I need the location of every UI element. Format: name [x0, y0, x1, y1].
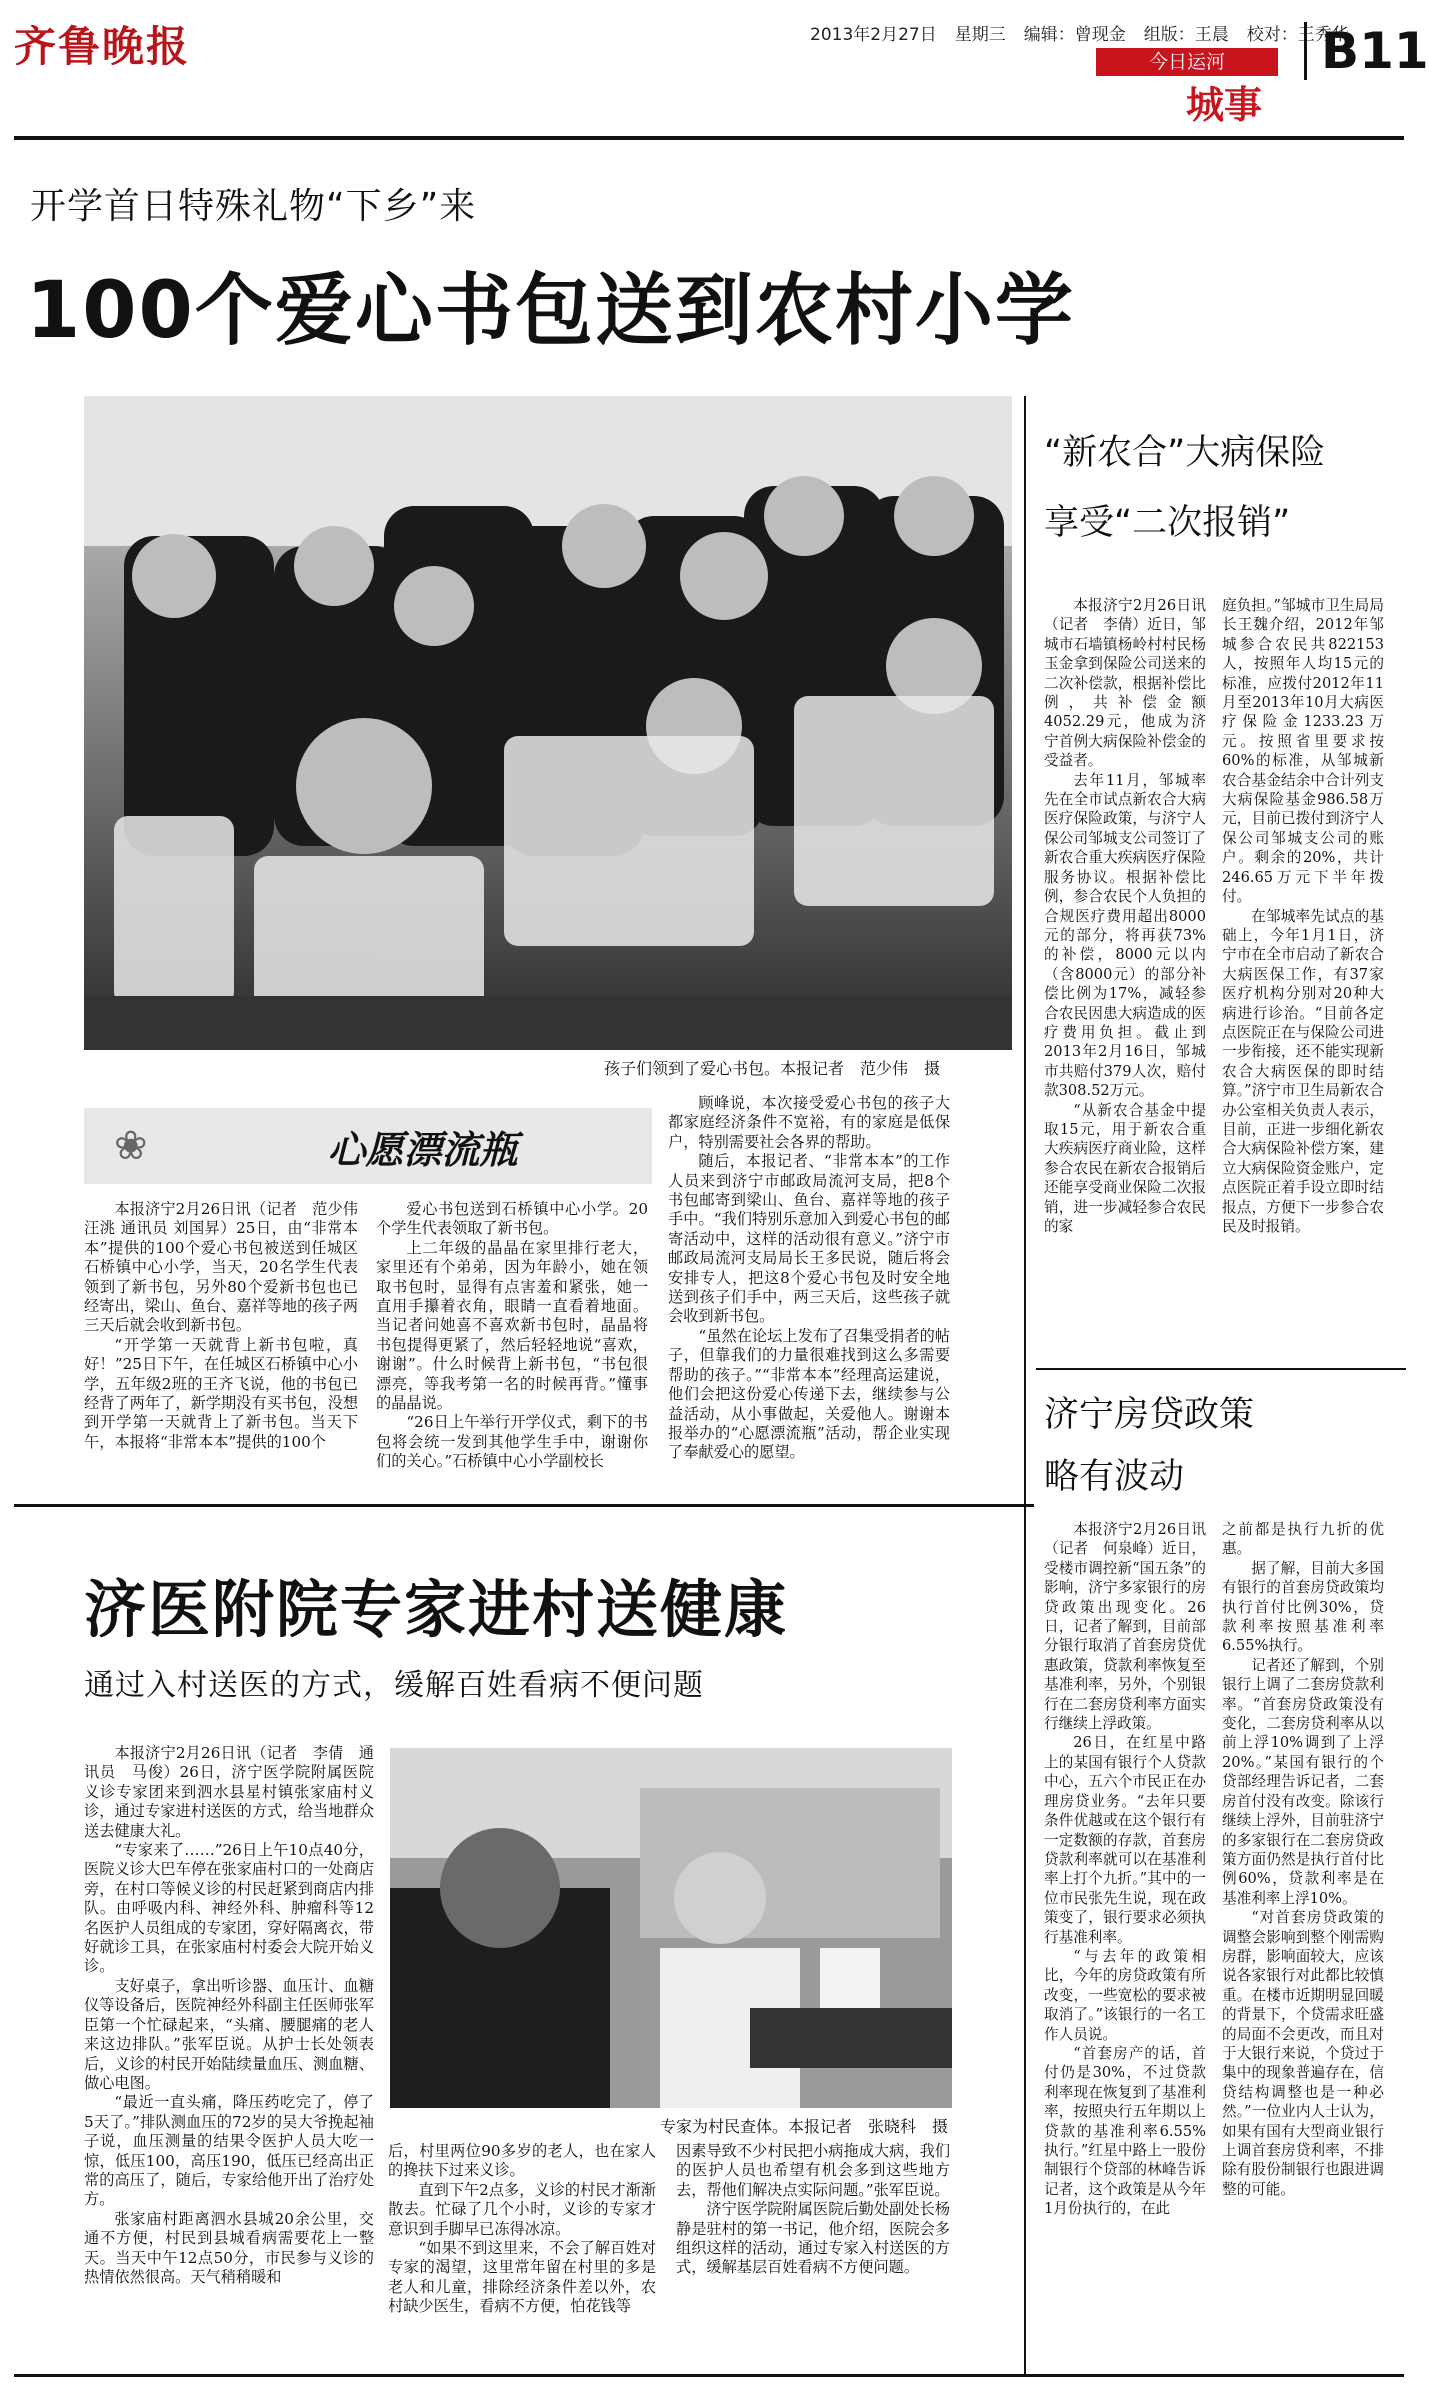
banner-ornament-icon: ❀ [114, 1123, 148, 1169]
story1-c3-p3: “虽然在论坛上发布了召集受捐者的帖子，但靠我们的力量很难找到这么多需要帮助的孩子。”“非常本本”经理高运建说，他们会把这份爱心传递下去，继续参与公益活动，从小事做起，关爱他人。谢谢本报举办的“心愿漂流瓶”活动，帮企业实现了奉献爱心的愿望。 [668, 1326, 950, 1462]
story1-kicker: 开学首日特殊礼物“下乡”来 [30, 186, 477, 227]
story1-c1-p2: “开学第一天就背上新书包啦，真好！”25日下午，在任城区石桥镇中心小学，五年级2班的王齐飞说，他的书包已经背了两年了，新学期没有买书包，没想到开学第一天就背上了新书包。当天下午，本报将“非常本本”提供的100个 [84, 1335, 358, 1451]
side1-column-2 [1222, 596, 1384, 1356]
story2-c2-p3: “如果不到这里来，不会了解百姓对专家的渴望，这里常年留在村里的多是老人和儿童，排除经济条件差以外，农村缺少医生，看病不方便，怕花钱等 [388, 2239, 656, 2316]
story1-photo-caption: 孩子们领到了爱心书包。本报记者 范少伟 摄 [604, 1059, 941, 1078]
page-meta [810, 20, 1349, 45]
story2-c1-p5: 张家庙村距离泗水县城20余公里，交通不方便，村民到县城看病需要花上一整天。当天中午12点50分，市民参与义诊的热情依然很高。天气稍稍暖和 [84, 2209, 374, 2286]
story1-c3-p1: 顾峰说，本次接受爱心书包的孩子大都家庭经济条件不宽裕，有的家庭是低保户，特别需要社会各界的帮助。 [668, 1094, 950, 1151]
sidebar-story-divider [1036, 1368, 1406, 1370]
side2-c1-p3: “与去年的政策相比，今年的房贷政策有所改变，一些宽松的要求被取消了。”该银行的一名工作人员说。 [1044, 1947, 1206, 2043]
side2-headline-line1: 济宁房贷政策 [1044, 1395, 1255, 1435]
side1-c2-p2: 在邹城率先试点的基础上，今年1月1日，济宁市在全市启动了新农合大病医保工作，有37家医疗机构分别对20种大病进行诊治。“目前各定点医院正在与保险公司进一步衔接，还不能实现新农合大病医保的即时结算。”济宁市卫生局新农合办公室相关负责人表示，目前，正进一步细化新农合大病保险补偿方案，建立大病保险资金账户，定点医院正着手设立即时结报点，方便下一步参合农民及时报销。 [1222, 907, 1384, 1235]
side1-headline [1044, 422, 1325, 554]
doctor-examining-villager-image [390, 1748, 952, 2108]
story2-c3-p2: 济宁医学院附属医院后勤处副处长杨静是驻村的第一书记，他介绍，医院会多组织这样的活动，通过专家入村送医的方式，缓解基层百姓看病不方便问题。 [676, 2200, 950, 2277]
editor-credit: 编辑：曾现金 [1023, 25, 1126, 45]
story1-headline: 100个爱心书包送到农村小学 [26, 266, 1075, 356]
side2-c1-p1: 本报济宁2月26日讯（记者 何泉峰）近日，受楼市调控新“国五条”的影响，济宁多家银行的房贷政策出现变化。26日，记者了解到，目前部分银行取消了首套房贷优惠政策，贷款利率恢复至基准利率，另外，个别银行在二套房贷利率方面实行继续上浮政策。 [1044, 1521, 1206, 1733]
story1-column-1 [84, 1200, 358, 1490]
story2-c1-p2: “专家来了……”26日上午10点40分，医院义诊大巴车停在张家庙村口的一处商店旁，在村口等候义诊的村民赶紧到商店内排队。由呼吸内科、神经外科、肿瘤科等12名医护人员组成的专家团，穿好隔离衣，带好就诊工具，在张家庙村村委会大院开始义诊。 [84, 1841, 374, 1976]
children-with-backpacks-image [84, 396, 1012, 1050]
side2-c2-p2: 据了解，目前大多国有银行的首套房贷政策均执行首付比例30%，贷款利率按照基准利率6.55%执行。 [1222, 1559, 1384, 1655]
proof-credit: 校对：王秀华 [1246, 25, 1349, 45]
story2-c2-p1: 后，村里两位90多岁的老人，也在家人的搀扶下过来义诊。 [388, 2142, 656, 2180]
side1-column-1 [1044, 596, 1206, 1356]
story2-photo [390, 1748, 952, 2108]
footer-rule [14, 2374, 1404, 2377]
story2-subhead: 通过入村送医的方式，缓解百姓看病不便问题 [84, 1668, 704, 1703]
side2-headline-line2: 略有波动 [1044, 1457, 1185, 1497]
designer-credit: 组版：王晨 [1143, 25, 1229, 45]
wish-bottle-banner [84, 1108, 652, 1184]
issue-date: 2013年2月27日 [810, 25, 937, 45]
page-number: B11 [1304, 22, 1429, 80]
side1-c1-p2: 去年11月，邹城率先在全市试点新农合大病医疗保险政策，与济宁人保公司邹城支公司签订了新农合重大疾病医疗保险服务协议。根据补偿比例，参合农民个人负担的合规医疗费用超出8000元的部分，将再获73%的补偿，8000元以内（含8000元）的部分补偿比例为17%，减轻参合农民因患大病造成的医疗费用负担。截止到2013年2月16日，邹城市共赔付379人次，赔付款308.52万元。 [1044, 771, 1206, 1100]
story1-c1-p1: 本报济宁2月26日讯（记者 范少伟 汪洮 通讯员 刘国昇）25日，由“非常本本”提供的100个爱心书包被送到任城区石桥镇中心小学，当天，20名学生代表领到了新书包，另外80个爱新书包也已经寄出，梁山、鱼台、嘉祥等地的孩子两三天后就会收到新书包。 [84, 1200, 358, 1335]
side1-c1-p3: “从新农合基金中提取15元，用于新农合重大疾病医疗商业险，这样参合农民在新农合报销后还能享受商业保险二次报销，进一步减轻参合农民的家 [1044, 1101, 1206, 1235]
header-rule [14, 136, 1404, 140]
story2-column-1 [84, 1744, 374, 2368]
sidebar-divider [1024, 396, 1026, 2376]
side1-c1-p1: 本报济宁2月26日讯（记者 李倩）近日，邹城市石墙镇杨岭村村民杨玉金拿到保险公司送来的二次补偿款，根据补偿比例，共补偿金额4052.29元，他成为济宁首例大病保险补偿金的受益者。 [1044, 597, 1206, 770]
story2-c1-p1: 本报济宁2月26日讯（记者 李倩 通讯员 马俊）26日，济宁医学院附属医院义诊专家团来到泗水县星村镇张家庙村义诊，通过专家进村送医的方式，给当地群众送去健康大礼。 [84, 1744, 374, 1840]
side2-c2-p4: “对首套房贷政策的调整会影响到整个刚需购房群，影响面较大，应该说各家银行对此都比较慎重。在楼市近期明显回暖的背景下，个贷需求旺盛的局面不会更改，而且对于大银行来说，个贷过于集中的现象普遍存在，信贷结构调整也是一种必然。”一位业内人士认为，如果有国有大型商业银行上调首套房贷利率，不排除有股份制银行也跟进调整的可能。 [1222, 1909, 1384, 2198]
story2-c1-p3: 支好桌子，拿出听诊器、血压计、血糖仪等设备后，医院神经外科副主任医师张军臣第一个忙碌起来，“头痛、腰腿痛的老人来这边排队。”张军臣说。从护士长处领表后，义诊的村民开始陆续量血压、测血糖、做心电图。 [84, 1976, 374, 2092]
side2-c1-p2: 26日，在红星中路上的某国有银行个人贷款中心，五六个市民正在办理房贷业务。“去年只要条件优越或在这个银行有一定数额的存款，首套房贷款利率就可以在基准利率上打个九折。”其中的一位市民张先生说，现在政策变了，银行要求必须执行基准利率。 [1044, 1734, 1206, 1946]
column-badge: 今日运河 [1096, 48, 1278, 76]
issue-weekday: 星期三 [954, 25, 1006, 45]
story1-column-3 [668, 1094, 950, 1490]
section-title: 城事 [1186, 83, 1263, 127]
side2-headline [1044, 1384, 1254, 1508]
side2-c1-p4: “首套房产的话，首付仍是30%，不过贷款利率现在恢复到了基准利率，按照央行五年期以上贷款的基准利率6.55%执行。”红星中路上一股份制银行个贷部的林峰告诉记者，这个政策是从今年1月份执行的，在此 [1044, 2044, 1206, 2218]
story2-c3-p1: 因素导致不少村民把小病拖成大病，我们的医护人员也希望有机会多到这些地方去，帮他们解决点实际问题。”张军臣说。 [676, 2142, 950, 2199]
story1-column-2 [376, 1200, 648, 1490]
side1-c2-p1: 庭负担。”邹城市卫生局局长王魏介绍，2012年邹城参合农民共822153人，按照年人均15元的标准，应拨付2012年11月至2013年10月大病医疗保险金1233.23万元。按照省里要求按60%的标准，从邹城新农合基金结余中合计列支大病保险基金986.58万元，目前已拨付到济宁人保公司邹城支公司的账户。剩余的20%，共计246.65万元下半年拨付。 [1222, 597, 1384, 906]
wish-bottle-title: 心愿漂流瓶 [327, 1127, 518, 1172]
story2-headline: 济医附院专家进村送健康 [84, 1573, 789, 1646]
side2-c2-p1: 之前都是执行九折的优惠。 [1222, 1521, 1384, 1558]
side2-column-1 [1044, 1520, 1206, 2370]
story1-photo [84, 396, 1012, 1050]
story1-c3-p2: 随后，本报记者、“非常本本”的工作人员来到济宁市邮政局流河支局，把8个书包邮寄到梁山、鱼台、嘉祥等地的孩子手中。“我们特别乐意加入到爱心书包的邮寄活动中，这样的活动很有意义。”济宁市邮政局流河支局局长王多民说，随后将会安排专人，把这8个爱心书包及时安全地送到孩子们手中，两三天后，这些孩子就会收到新书包。 [668, 1152, 950, 1326]
story2-column-3 [676, 2142, 950, 2368]
story-divider [14, 1504, 1034, 1507]
story2-photo-caption: 专家为村民查体。本报记者 张晓科 摄 [660, 2117, 949, 2136]
story1-c2-p3: “26日上午举行开学仪式，剩下的书包将会统一发到其他学生手中，谢谢你们的关心。”石桥镇中心小学副校长 [376, 1413, 648, 1471]
story1-c2-p1: 爱心书包送到石桥镇中心小学。20个学生代表领取了新书包。 [376, 1200, 648, 1238]
story2-column-2 [388, 2142, 656, 2368]
side2-c2-p3: 记者还了解到，个别银行上调了二套房贷款利率。“首套房贷政策没有变化，二套房贷利率从以前上浮10%调到了上浮20%。”某国有银行的个贷部经理告诉记者，二套房首付没有改变。除该行继续上浮外，目前驻济宁的多家银行在二套房贷政策方面仍然是执行首付比例60%，贷款利率是在基准利率上浮10%。 [1222, 1656, 1384, 1907]
newspaper-logo: 齐鲁晚报 [14, 22, 191, 71]
side2-column-2 [1222, 1520, 1384, 2370]
side1-headline-line1: “新农合”大病保险 [1044, 433, 1326, 473]
story2-c1-p4: “最近一直头痛，降压药吃完了，停了5天了。”排队测血压的72岁的吴大爷挽起袖子说，血压测量的结果令医护人员大吃一惊，低压100，高压190，低压已经高出正常的高压了，随后，专家给他开出了治疗处方。 [84, 2093, 374, 2209]
story2-c2-p2: 直到下午2点多，义诊的村民才渐渐散去。忙碌了几个小时，义诊的专家才意识到手脚早已冻得冰凉。 [388, 2180, 656, 2238]
side1-headline-line2: 享受“二次报销” [1044, 503, 1291, 543]
story1-c2-p2: 上二年级的晶晶在家里排行老大，家里还有个弟弟，因为年龄小，她在领取书包时，显得有点害羞和紧张，她一直用手攥着衣角，眼睛一直看着地面。当记者问她喜不喜欢新书包时，晶晶将书包提得更紧了，然后轻轻地说“喜欢，谢谢”。什么时候背上新书包，“书包很漂亮，等我考第一名的时候再背。”懂事的晶晶说。 [376, 1238, 648, 1413]
